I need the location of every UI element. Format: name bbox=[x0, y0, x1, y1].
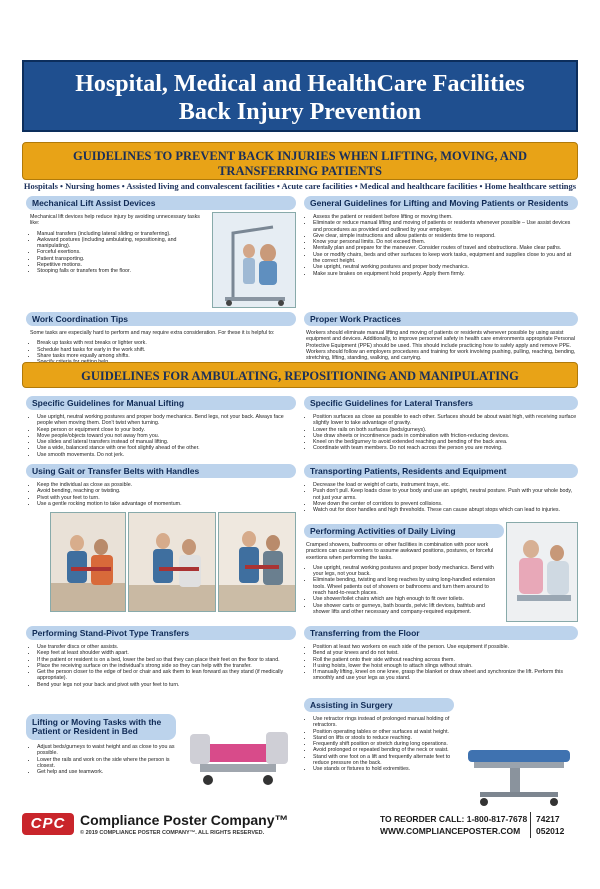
list-item: • Use retractor rings instead of prolonged manual holding of retractors. bbox=[313, 716, 456, 729]
list-item: • Position surfaces as close as possible to each other. Surfaces should be about waist high, with receiving surface slightly lower to take advantage of gravity. bbox=[313, 414, 578, 427]
work-coord-intro: Some tasks are especially hard to perform and may require extra consideration. For these it is helpful to: bbox=[30, 330, 275, 336]
list-item: • If manually lifting, kneel on one knee, grasp the blanket or draw sheet and synchronize the lift. Perform this smoothly and use your legs as you stand. bbox=[313, 669, 578, 682]
list-item: • Lower the rails and work on the side where the person is closest. bbox=[37, 757, 176, 770]
in-bed-heading-line1: Lifting or Moving Tasks with the bbox=[32, 717, 162, 727]
gait-belt-photo-2 bbox=[128, 512, 216, 612]
section-body-work-coord bbox=[30, 330, 296, 365]
banner-lifting-subtitle: Hospitals • Nursing homes • Assisted living and convalescent facilities • Acute care facilities • Medical and healthcare facilities • Home healthcare settings bbox=[23, 181, 577, 191]
list-item: • Assess the patient or resident before lifting or moving them. bbox=[313, 214, 578, 220]
section-body-floor bbox=[306, 644, 578, 682]
mechanical-lift-photo bbox=[212, 212, 296, 308]
list-item: • Use shower/toilet chairs which are high enough to fit over toilets. bbox=[313, 596, 502, 602]
list-item: • Keep person or equipment close to your body. bbox=[37, 427, 296, 433]
section-heading-manual-lifting: Specific Guidelines for Manual Lifting bbox=[26, 396, 296, 410]
list-item: • If the patient or resident is on a bed, lower the bed so that they can place their feet on the floor to stand. bbox=[37, 657, 296, 663]
gait-belt-photo-1 bbox=[50, 512, 126, 612]
list-item: • Stand on lifts or stools to reduce reaching. bbox=[313, 735, 456, 741]
list-item: • Schedule hard tasks for early in the work shift. bbox=[37, 347, 296, 353]
list-item: • Use transfer discs or other assists. bbox=[37, 644, 296, 650]
mech-lift-intro: Mechanical lift devices help reduce injury by avoiding unnecessary tasks like: bbox=[30, 214, 200, 227]
section-heading-in-bed bbox=[26, 714, 176, 740]
list-item: • Repetitive motions. bbox=[37, 262, 210, 268]
list-item: • Use or modify chairs, beds and other surfaces to keep work tasks, equipment and supplies close to you and at the correct height. bbox=[313, 252, 578, 265]
section-heading-stand-pivot: Performing Stand-Pivot Type Transfers bbox=[26, 626, 296, 640]
section-heading-general: General Guidelines for Lifting and Moving Patients or Residents bbox=[304, 196, 578, 210]
section-body-gait bbox=[30, 482, 296, 507]
section-heading-gait: Using Gait or Transfer Belts with Handles bbox=[26, 464, 296, 478]
list-item: • Forceful exertions. bbox=[37, 249, 210, 255]
section-heading-mech-lift: Mechanical Lift Assist Devices bbox=[26, 196, 296, 210]
list-item: • Get help and use teamwork. bbox=[37, 769, 176, 775]
list-item: • Know your personal limits. Do not exceed them. bbox=[313, 239, 578, 245]
section-body-mech-lift bbox=[30, 214, 210, 275]
list-item: • Break up tasks with rest breaks or lighter work. bbox=[37, 340, 296, 346]
list-item: • Use smooth movements. Do not jerk. bbox=[37, 452, 296, 458]
section-body-proper-work: Workers should eliminate manual lifting and moving of patients or residents whenever possible by using assist equipment and devices. Additionally, to improve personnel safety in health care environments appropriate Personal Protective Equipment (PPE) should be used. This should include practicing how to safely apply and remove PPE. Workers should follow an employers procedures and training for work involving pushing, pulling, reaching, bending, stretching, lifting, standing, walking, and carrying. bbox=[306, 330, 576, 362]
daily-living-intro: Cramped showers, bathrooms or other facilities in combination with poor work practices can cause workers to assume awkward positions, postures, or forceful exertions when performing the tasks. bbox=[306, 542, 494, 561]
list-item: • Make sure brakes on equipment hold properly. Apply them firmly. bbox=[313, 271, 578, 277]
section-heading-proper-work: Proper Work Practices bbox=[304, 312, 578, 326]
section-heading-daily-living: Performing Activities of Daily Living bbox=[304, 524, 504, 538]
list-item: • Push don't pull. Keep loads close to your body and use an upright, neutral posture. Push with your whole body, not just your arms. bbox=[313, 488, 578, 501]
poster-codes bbox=[536, 813, 564, 837]
list-item: • Position operating tables or other surfaces at waist height. bbox=[313, 729, 456, 735]
section-body-lateral bbox=[306, 414, 578, 452]
section-body-in-bed bbox=[30, 744, 176, 775]
list-item: • Use shower carts or gurneys, bath boards, pelvic lift devices, bathtub and shower lifts and other necessary and company-required equipment. bbox=[313, 603, 502, 616]
list-item: • Stand with one foot on a lift and frequently alternate feet to reduce pressure on the back. bbox=[313, 754, 456, 767]
list-item: • Bend your legs not your back and pivot with your feet to turn. bbox=[37, 682, 296, 688]
poster-title-line1: Hospital, Medical and HealthCare Facilities bbox=[75, 71, 525, 97]
list-item: • Avoid bending, reaching or twisting. bbox=[37, 488, 296, 494]
list-item: • Use upright, neutral working postures and proper body mechanics. Bend legs, not your back. Always face people when moving them. Don't twist when turning. bbox=[37, 414, 296, 427]
section-body-surgery bbox=[306, 716, 456, 773]
in-bed-heading-line2: Patient or Resident in Bed bbox=[32, 726, 138, 736]
list-item: • Kneel on the bed/gurney to avoid extended reaching and bending of the back area. bbox=[313, 439, 578, 445]
list-item: • If using hoists, lower the hoist enough to attach slings without strain. bbox=[313, 663, 578, 669]
banner-ambulating-title: GUIDELINES FOR AMBULATING, REPOSITIONING AND MANIPULATING bbox=[81, 369, 519, 383]
list-item: • Place the receiving surface on the individual's strong side so they can help with the transfer. bbox=[37, 663, 296, 669]
company-name: Compliance Poster Company™ bbox=[80, 812, 289, 828]
list-item: • Adjust beds/gurneys to waist height and as close to you as possible. bbox=[37, 744, 176, 757]
list-item: • Use slides and lateral transfers instead of manual lifting. bbox=[37, 439, 296, 445]
list-item: • Use stands or fixtures to hold extremities. bbox=[313, 766, 456, 772]
section-heading-transporting: Transporting Patients, Residents and Equipment bbox=[304, 464, 578, 478]
website: WWW.COMPLIANCEPOSTER.COM bbox=[380, 826, 521, 836]
list-item: • Use upright, neutral working postures and proper body mechanics. bbox=[313, 264, 578, 270]
list-item: • Mentally plan and prepare for the maneuver. Consider routes of travel and obstructions. Make clear paths. bbox=[313, 245, 578, 251]
poster-code-2: 052012 bbox=[536, 826, 565, 836]
list-item: • Use a wide, balanced stance with one foot slightly ahead of the other. bbox=[37, 445, 296, 451]
surgical-table-photo bbox=[460, 720, 578, 810]
banner-lifting bbox=[22, 142, 578, 191]
list-item: • Use a gentle rocking motion to take advantage of momentum. bbox=[37, 501, 296, 507]
section-heading-surgery: Assisting in Surgery bbox=[304, 698, 454, 712]
list-item: • Use upright, neutral working postures and proper body mechanics. Bend with your legs, not your back. bbox=[313, 565, 502, 578]
reorder-phone: TO REORDER CALL: 1-800-817-7678 bbox=[380, 814, 528, 824]
daily-living-photo bbox=[506, 522, 578, 622]
list-item: • Avoid prolonged or repeated bending of the neck or waist. bbox=[313, 747, 456, 753]
section-body-daily-living bbox=[306, 542, 502, 615]
gait-belt-photo-3 bbox=[218, 512, 296, 612]
section-body-general bbox=[306, 214, 578, 277]
section-body-stand-pivot bbox=[30, 644, 296, 688]
list-item: • Watch out for door handles and high thresholds. These can cause abrupt stops which can lead to injuries. bbox=[313, 507, 578, 513]
list-item: • Coordinate with team members. Do not reach across the person you are moving. bbox=[313, 445, 578, 451]
list-item: • Lower the rails on both surfaces (beds/gurneys). bbox=[313, 427, 578, 433]
list-item: • Eliminate bending, twisting and long reaches by using long-handled extension tools. Wheel patients out of showers or bathrooms and turn them around to reach hard-to-reach places. bbox=[313, 577, 502, 596]
list-item: • Give clear, simple instructions and allow patients or residents time to respond. bbox=[313, 233, 578, 239]
list-item: • Patient transporting. bbox=[37, 256, 210, 262]
list-item: • Position at least two workers on each side of the person. Use equipment if possible. bbox=[313, 644, 578, 650]
copyright: © 2019 COMPLIANCE POSTER COMPANY™. ALL RIGHTS RESERVED. bbox=[80, 830, 265, 836]
list-item: • Roll the patient onto their side without reaching across them. bbox=[313, 657, 578, 663]
list-item: • Manual transfers (including lateral sliding or transferring). bbox=[37, 231, 210, 237]
list-item: • Frequently shift position or stretch during long operations. bbox=[313, 741, 456, 747]
section-body-manual-lifting bbox=[30, 414, 296, 458]
list-item: • Get the person closer to the edge of bed or chair and ask them to lean forward as they stand (if medically appropriate). bbox=[37, 669, 296, 682]
section-body-transporting bbox=[306, 482, 578, 513]
reorder-info bbox=[380, 813, 527, 837]
list-item: • Stooping falls or transfers from the floor. bbox=[37, 268, 210, 274]
poster-title-line2: Back Injury Prevention bbox=[178, 99, 422, 125]
list-item: • Pivot with your feet to turn. bbox=[37, 495, 296, 501]
section-heading-lateral: Specific Guidelines for Lateral Transfers bbox=[304, 396, 578, 410]
list-item: • Keep feet at least shoulder width apart. bbox=[37, 650, 296, 656]
list-item: • Move down the center of corridors to prevent collisions. bbox=[313, 501, 578, 507]
list-item: • Decrease the load or weight of carts, instrument trays, etc. bbox=[313, 482, 578, 488]
title-box bbox=[22, 60, 578, 132]
banner-ambulating bbox=[22, 362, 578, 388]
list-item: • Eliminate or reduce manual lifting and moving of patients or residents whenever possible – Use assist devices and procedures as provided and outlined by your employer. bbox=[313, 220, 578, 233]
poster bbox=[22, 60, 578, 842]
banner-lifting-title: GUIDELINES TO PREVENT BACK INJURIES WHEN LIFTING, MOVING, AND TRANSFERRING PATIENTS bbox=[72, 149, 528, 178]
list-item: • Bend at your knees and do not twist. bbox=[313, 650, 578, 656]
section-heading-floor: Transferring from the Floor bbox=[304, 626, 578, 640]
list-item: • Use draw sheets or incontinence pads in combination with friction-reducing devices. bbox=[313, 433, 578, 439]
cpc-logo: CPC bbox=[22, 813, 74, 835]
list-item: • Share tasks more equally among shifts. bbox=[37, 353, 296, 359]
list-item: • Move people/objects toward you not away from you. bbox=[37, 433, 296, 439]
list-item: • Awkward postures (including ambulating, repositioning, and manipulating). bbox=[37, 237, 210, 250]
footer-divider bbox=[530, 812, 531, 838]
poster-code-1: 74217 bbox=[536, 814, 560, 824]
list-item: • Keep the individual as close as possible. bbox=[37, 482, 296, 488]
section-heading-work-coord: Work Coordination Tips bbox=[26, 312, 296, 326]
hospital-bed-photo bbox=[180, 714, 296, 794]
